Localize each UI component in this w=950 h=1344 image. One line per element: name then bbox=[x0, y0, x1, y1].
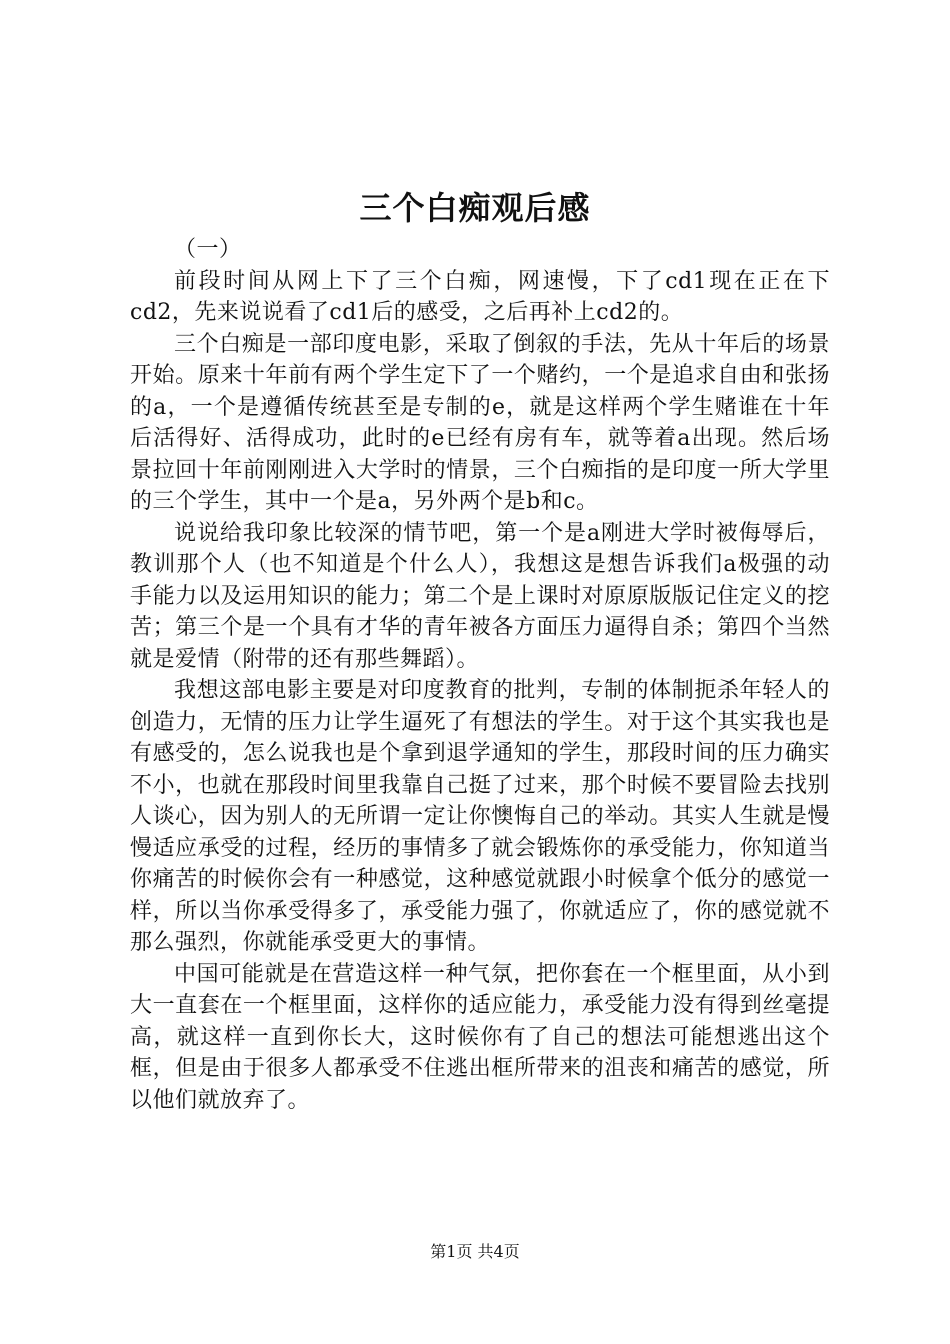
document-title: 三个白痴观后感 bbox=[359, 189, 591, 227]
paragraph-3: 说说给我印象比较深的情节吧，第一个是a刚进大学时被侮辱后，教训那个人（也不知道是个什么人），我想这是想告诉我们a极强的动手能力以及运用知识的能力；第二个是上课时对原原版版记住定义的挖苦；第三个是一个具有才华的青年被各方面压力逼得自杀；第四个当然就是爱情（附带的还有那些舞蹈）。 bbox=[130, 520, 830, 672]
paragraph-1: 前段时间从网上下了三个白痴，网速慢，下了cd1现在正在下cd2，先来说说看了cd1后的感受，之后再补上cd2的。 bbox=[130, 268, 830, 325]
paragraph-5: 中国可能就是在营造这样一种气氛，把你套在一个框里面，从小到大一直套在一个框里面，这样你的适应能力，承受能力没有得到丝毫提高，就这样一直到你长大，这时候你有了自己的想法可能想逃出这个框，但是由于很多人都承受不住逃出框所带来的沮丧和痛苦的感觉，所以他们就放弃了。 bbox=[130, 961, 830, 1113]
page-number-footer: 第1页 共4页 bbox=[430, 1242, 520, 1261]
paragraph-4: 我想这部电影主要是对印度教育的批判，专制的体制扼杀年轻人的创造力，无情的压力让学生逼死了有想法的学生。对于这个其实我也是有感受的，怎么说我也是个拿到退学通知的学生，那段时间的压力确实不小，也就在那段时间里我靠自己挺了过来，那个时候不要冒险去找别人谈心，因为别人的无所谓一定让你懊悔自己的举动。其实人生就是慢慢适应承受的过程，经历的事情多了就会锻炼你的承受能力，你知道当你痛苦的时候你会有一种感觉，这种感觉就跟小时候拿个低分的感觉一样，所以当你承受得多了，承受能力强了，你就适应了，你的感觉就不那么强烈，你就能承受更大的事情。 bbox=[130, 678, 830, 955]
section-marker: （一） bbox=[174, 237, 242, 262]
paragraph-2: 三个白痴是一部印度电影，采取了倒叙的手法，先从十年后的场景开始。原来十年前有两个学生定下了一个赌约，一个是追求自由和张扬的a，一个是遵循传统甚至是专制的e，就是这样两个学生赌谁在十年后活得好、活得成功，此时的e已经有房有车，就等着a出现。然后场景拉回十年前刚刚进入大学时的情景，三个白痴指的是印度一所大学里的三个学生，其中一个是a，另外两个是b和c。 bbox=[130, 331, 830, 514]
document-body bbox=[130, 234, 830, 1116]
